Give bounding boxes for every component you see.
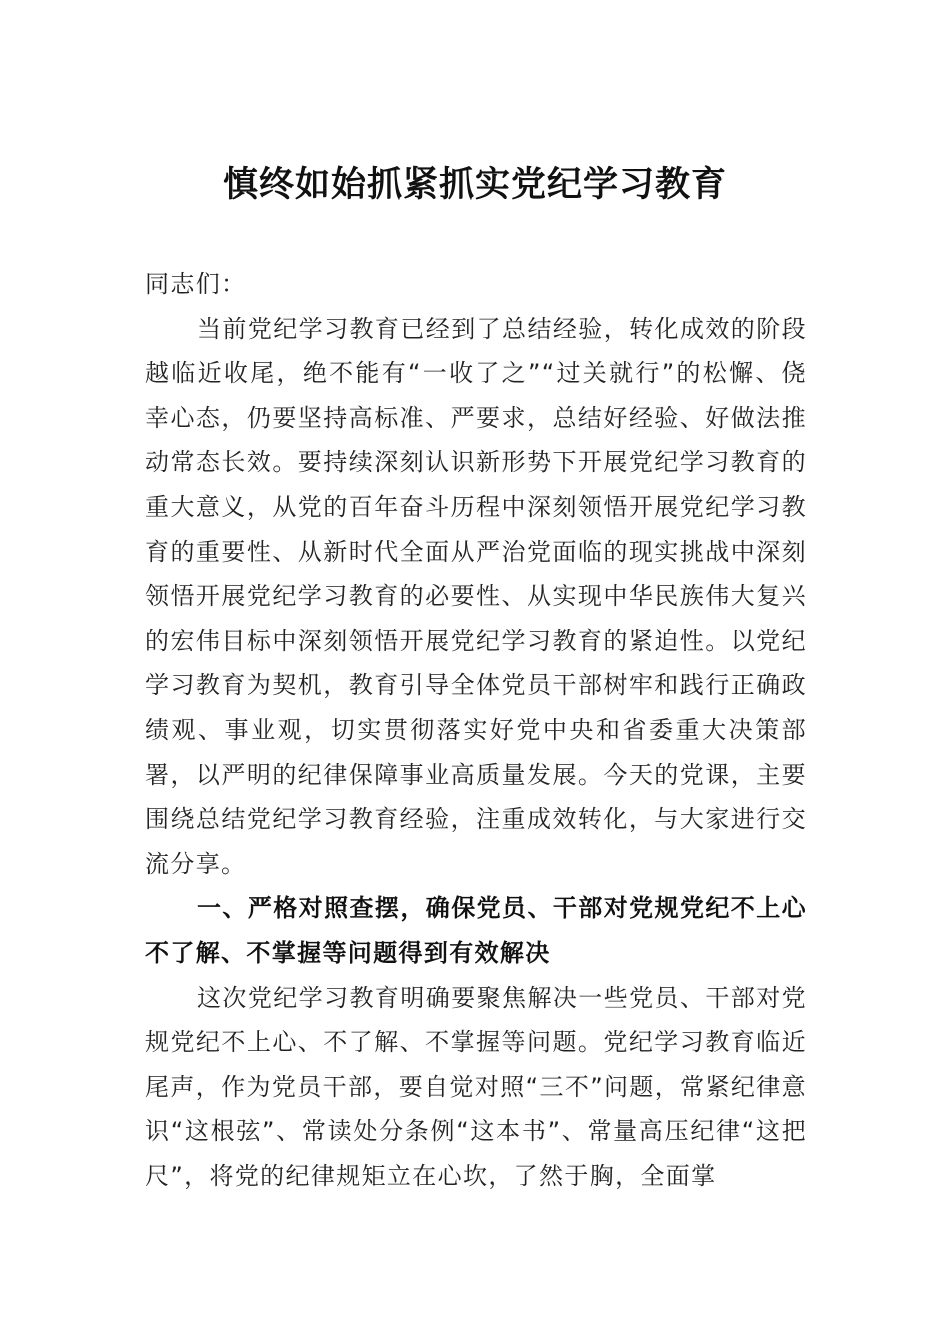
body-paragraph-section-1: 这次党纪学习教育明确要聚焦解决一些党员、干部对党规党纪不上心、不了解、不掌握等问题。党纪学习教育临近尾声，作为党员干部，要自觉对照“三不”问题，常紧纪律意识“这根弦”、常读处分条例“这本书”、常量高压纪律“这把尺”，将党的纪律规矩立在心坎，了然于胸，全面掌 — [145, 983, 807, 1190]
salutation: 同志们： — [145, 270, 247, 298]
document-body — [145, 262, 807, 1198]
document-title: 慎终如始抓紧抓实党纪学习教育 — [222, 164, 727, 205]
section-heading-1: 一、严格对照查摆，确保党员、干部对党规党纪不上心不了解、不掌握等问题得到有效解决 — [145, 894, 807, 967]
body-paragraph-intro: 当前党纪学习教育已经到了总结经验，转化成效的阶段越临近收尾，绝不能有“一收了之”“过关就行”的松懈、侥幸心态，仍要坚持高标准、严要求，总结好经验、好做法推动常态长效。要持续深刻认识新形势下开展党纪学习教育的重大意义，从党的百年奋斗历程中深刻领悟开展党纪学习教育的重要性、从新时代全面从严治党面临的现实挑战中深刻领悟开展党纪学习教育的必要性、从实现中华民族伟大复兴的宏伟目标中深刻领悟开展党纪学习教育的紧迫性。以党纪学习教育为契机，教育引导全体党员干部树牢和践行正确政绩观、事业观，切实贯彻落实好党中央和省委重大决策部署，以严明的纪律保障事业高质量发展。今天的党课，主要围绕总结党纪学习教育经验，注重成效转化，与大家进行交流分享。 — [145, 314, 807, 878]
